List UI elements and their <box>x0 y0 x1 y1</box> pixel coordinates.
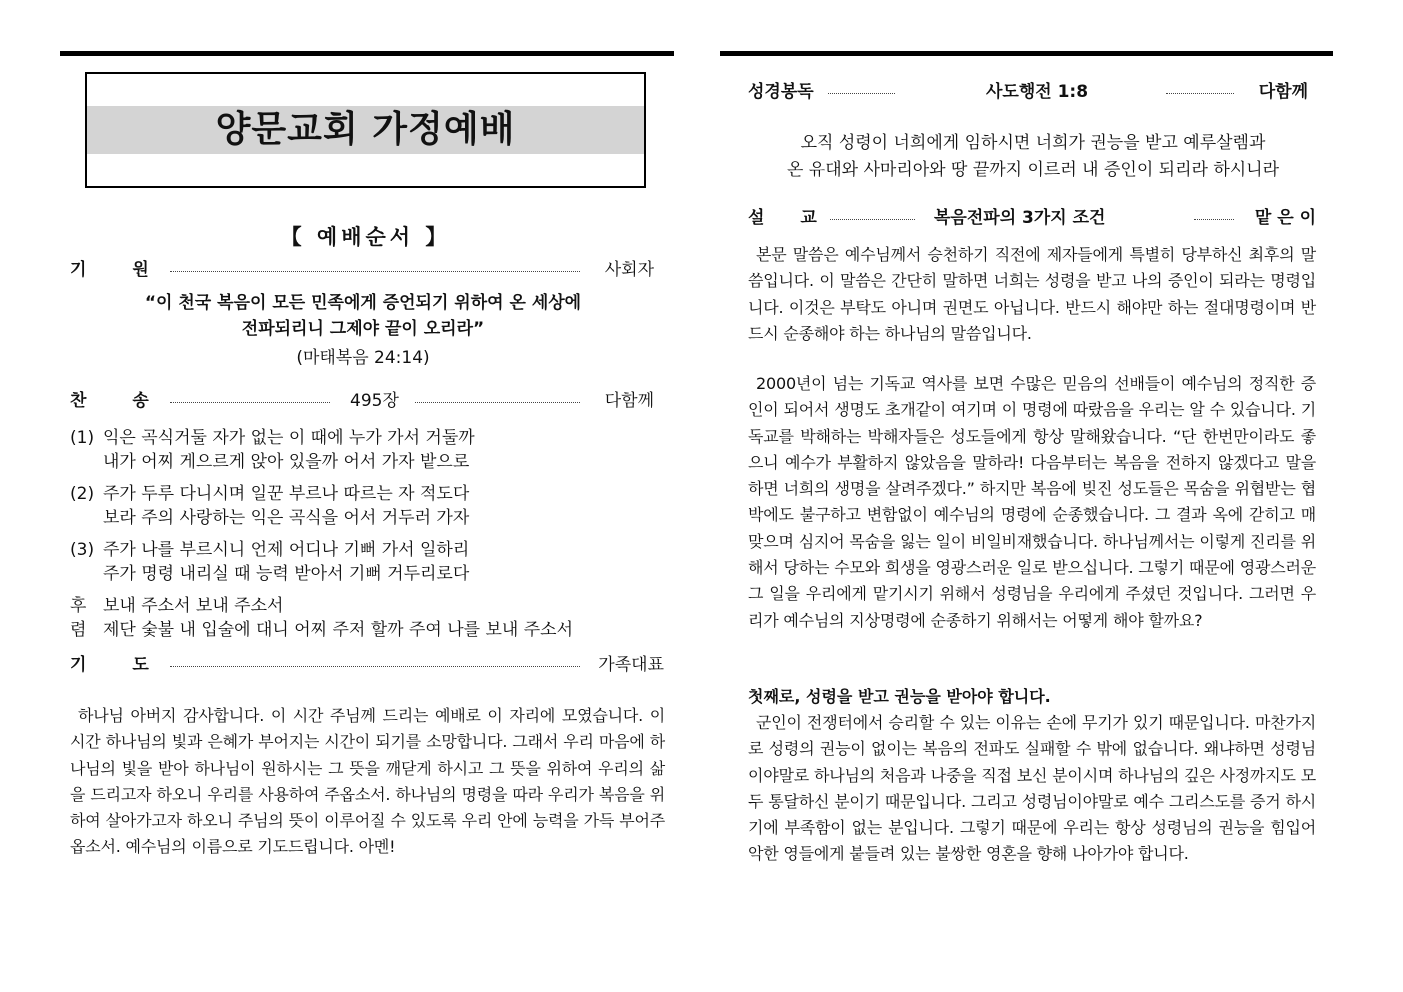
verse-2-line2: 보라 주의 사랑하는 익은 곡식을 어서 거두러 가자 <box>103 508 470 528</box>
verse-3-num: (3) <box>70 540 95 560</box>
prayer-leader <box>170 666 580 667</box>
hymn-row <box>70 387 656 415</box>
refrain-label-1: 후 <box>70 596 87 616</box>
page-title: 양문교회 가정예배 <box>215 109 516 150</box>
reading-reference: 사도행전 1:8 <box>986 82 1089 102</box>
right-top-rule <box>720 51 1333 56</box>
verse-1-line1: 익은 곡식거둘 자가 없는 이 때에 누가 가서 거둘까 <box>103 428 475 448</box>
hymn-number: 495장 <box>350 391 399 411</box>
hymn-leader-left <box>170 402 330 403</box>
sermon-label: 설 교 <box>748 208 817 228</box>
reading-leader-left <box>828 93 895 94</box>
sermon-point-1-heading: 첫째로, 성령을 받고 권능을 받아야 합니다. <box>748 687 1051 706</box>
sermon-leader-left <box>830 219 915 220</box>
hymn-leader-right <box>415 402 580 403</box>
verse-2-line1: 주가 두루 다니시며 일꾼 부르나 따르는 자 적도다 <box>103 484 470 504</box>
refrain-line2: 제단 숯불 내 입술에 대니 어찌 주저 할까 주여 나를 보내 주소서 <box>103 620 573 640</box>
prayer-label: 기 도 <box>70 655 149 675</box>
invocation-row <box>70 256 656 284</box>
invocation-quote-line1: “이 천국 복음이 모든 민족에게 증언되기 위하여 온 세상에 <box>144 293 582 313</box>
refrain-label-2: 렴 <box>70 620 87 640</box>
invocation-presider: 사회자 <box>604 260 654 280</box>
sermon-row <box>748 204 1316 232</box>
reading-row <box>748 78 1308 106</box>
refrain-line1: 보내 주소서 보내 주소서 <box>103 596 284 616</box>
order-heading: 【 예배순서 】 <box>280 225 451 249</box>
hymn-label: 찬 송 <box>70 391 149 411</box>
verse-1-line2: 내가 어찌 게으르게 앉아 있을까 어서 가자 밭으로 <box>103 452 470 472</box>
title-box <box>85 72 646 188</box>
sermon-paragraph-2: 2000년이 넘는 기독교 역사를 보면 수많은 믿음의 선배들이 예수님의 정직한 증인이 되어서 생명도 초개같이 여기며 이 명령에 따랐음을 우리는 알 수 있습니다. 기독교를 박해하는 박해자들은 성도들에게 항상 말해왔습니다. “단 한번만이라도 좋으니 예수가 부활하지 않았음을 말하라! 다음부터는 복음을 전하지 않겠다고 말을 하면 너희의 생명을 살려주겠다.” 하지만 복음에 빚진 성도들은 목숨을 위협받는 협박에도 불구하고 변함없이 예수님의 명령에 순종했습니다. 그 결과 옥에 갇히고 매 맞으며 심지어 목숨을 잃는 일이 비일비재했습니다. 하나님께서는 이렇게 진리를 위해서 당하는 수모와 희생을 영광스러운 일로 받으십니다. 그렇기 때문에 영광스러운 그 일을 우리에게 맡기시기 위해서 성령님을 우리에게 주셨던 것입니다. 그러면 우리가 예수님의 지상명령에 순종하기 위해서는 어떻게 해야 할까요? <box>748 374 1316 630</box>
prayer-leader-name: 가족대표 <box>598 655 664 675</box>
reading-participants: 다함께 <box>1258 82 1308 102</box>
reading-verse-line1: 오직 성령이 너희에게 임하시면 너희가 권능을 받고 예루살렘과 <box>800 133 1266 153</box>
verse-1-num: (1) <box>70 428 95 448</box>
reading-verse-line2: 온 유대와 사마리아와 땅 끝까지 이르러 내 증인이 되리라 하시니라 <box>786 160 1280 180</box>
prayer-text: 하나님 아버지 감사합니다. 이 시간 주님께 드리는 예배로 이 자리에 모였습니다. 이 시간 하나님의 빛과 은혜가 부어지는 시간이 되기를 소망합니다. 그래서 우리 마음에 하나님의 빛을 받아 하나님이 원하시는 그 뜻을 깨닫게 하시고 그 뜻을 위하여 우리의 삶을 드리고자 하오니 우리를 사용하여 주옵소서. 하나님의 명령을 따라 우리가 복음을 위하여 살아가고자 하오니 주님의 뜻이 이루어질 수 있도록 우리 안에 능력을 가득 부어주옵소서. 예수님의 이름으로 기도드립니다. 아멘! <box>70 706 665 857</box>
sermon-title: 복음전파의 3가지 조건 <box>934 208 1106 228</box>
sermon-preacher: 맡 은 이 <box>1254 208 1316 228</box>
verse-2-num: (2) <box>70 484 95 504</box>
invocation-quote-line2: 전파되리니 그제야 끝이 오리라” <box>241 319 485 339</box>
invocation-leader <box>170 271 580 272</box>
verse-3-line1: 주가 나를 부르시니 언제 어디나 기뻐 가서 일하리 <box>103 540 470 560</box>
verse-3-line2: 주가 명령 내리실 때 능력 받아서 기뻐 거두리로다 <box>103 564 470 584</box>
prayer-row <box>70 651 664 679</box>
sermon-paragraph-1: 본문 말씀은 예수님께서 승천하기 직전에 제자들에게 특별히 당부하신 최후의 말씀입니다. 이 말씀은 간단히 말하면 너희는 성령을 받고 나의 증인이 되라는 명령입니다. 이것은 부탁도 아니며 권면도 아닙니다. 반드시 해야만 하는 절대명령이며 반드시 순종해야 하는 하나님의 말씀입니다. <box>748 245 1316 343</box>
reading-label: 성경봉독 <box>748 82 814 102</box>
sermon-leader-right <box>1194 219 1234 220</box>
invocation-reference: (마태복음 24:14) <box>296 348 430 368</box>
reading-leader-right <box>1166 93 1234 94</box>
hymn-participants: 다함께 <box>604 391 654 411</box>
invocation-label: 기 원 <box>70 260 149 280</box>
left-top-rule <box>60 51 674 56</box>
sermon-point-1-text: 군인이 전쟁터에서 승리할 수 있는 이유는 손에 무기가 있기 때문입니다. 마찬가지로 성령의 권능이 없이는 복음의 전파도 실패할 수 밖에 없습니다. 왜냐하면 성령님이야말로 하나님의 처음과 나중을 직접 보신 분이시며 하나님의 깊은 사정까지도 모두 통달하신 분이기 때문입니다. 그리고 성령님이야말로 예수 그리스도를 증거 하시기에 부족함이 없는 분입니다. 그렇기 때문에 우리는 항상 성령님의 권능을 힘입어 악한 영들에게 붙들려 있는 불쌍한 영혼을 향해 나아가야 합니다. <box>748 713 1316 864</box>
